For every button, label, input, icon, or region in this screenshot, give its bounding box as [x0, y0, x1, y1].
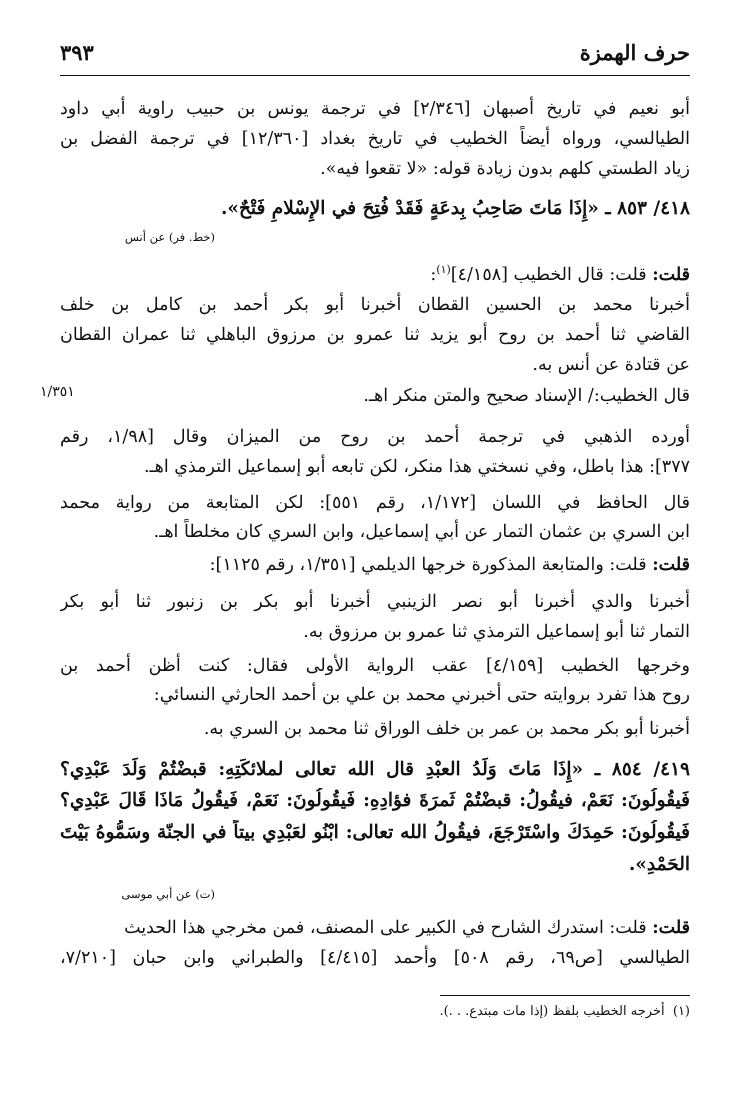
text-line: أبو نعيم في تاريخ أصبهان [٢/٣٤٦] في ترجمة يونس بن حبيب راوية أبي داود [60, 99, 690, 119]
text-line: ابن السري بن عثمان التمار عن أبي إسماعيل، وابن السري كان مخلطاً اهـ. [153, 522, 690, 542]
hadith-419-line: فَيقُولُونَ: حَمِدَكَ واسْتَرْجَعَ، فيقُولُ الله تعالى: ابْنُو لعَبْدِي بيتاً في الجنّة وسَمُّوهُ بَيْتَ [60, 822, 690, 843]
text-line: التمار ثنا أبو إسماعيل الترمذي ثنا عمرو بن مرزوق به. [303, 622, 690, 642]
hadith-419: ٤١٩/ ٨٥٤ ـ «إِذَا مَاتَ وَلَدُ العبْدِ قال الله تعالى لملائكَتِهِ: قبضْتُمْ وَلَدَ عَبْدِي؟ [60, 759, 690, 780]
text-line [60, 915, 690, 941]
text-span: قلت: استدرك الشارح في الكبير على المصنف، فمن مخرجي هذا الحديث [124, 918, 647, 938]
text-line: أخبرنا أبو بكر محمد بن عمر بن خلف الوراق ثنا محمد بن السري به. [203, 719, 690, 739]
text-line: وخرجها الخطيب [٤/١٥٩] عقب الرواية الأولى فقال: كنت أظن أحمد بن [60, 656, 690, 676]
hadith-419-line: فَيقُولُونَ: نَعَمْ، فيقُولُ: قبضْتُمْ ثَمرَةَ فؤادِهِ: فَيقُولُونَ: نَعَمْ، فَيقُولُ مَاذَا قَالَ عَبْدِي؟ [60, 790, 690, 811]
text-line [60, 257, 690, 288]
header-rule [60, 75, 690, 76]
text-line: روح هذا تفرد بروايته حتى أخبرني محمد بن علي بن أحمد الحارثي النسائي: [153, 685, 690, 705]
running-header [60, 40, 690, 70]
text-line: الطيالسي [ص٦٩، رقم ٥٠٨] وأحمد [٤/٤١٥] والطبراني وابن حبان [٧/٢١٠، [60, 948, 690, 968]
footnote-text: أخرجه الخطيب بلفظ (إذا مات مبتدع. . .). [439, 1004, 665, 1019]
qultu-label: قلت: [652, 555, 690, 575]
text-line: عن قتادة عن أنس به. [532, 355, 690, 375]
text-line: أخبرنا والدي أخبرنا أبو نصر الزينبي أخبرنا أبو بكر بن زنبور ثنا أبو بكر [60, 592, 690, 612]
chapter-title: حرف الهمزة [579, 40, 690, 65]
text-line: قال الخطيب:/ الإسناد صحيح والمتن منكر اهـ. [363, 386, 690, 406]
text-line: زياد الطستي كلهم بدون زيادة قوله: «لا تقعوا فيه». [320, 159, 690, 179]
text-line: قال الحافظ في اللسان [١/١٧٢، رقم ٥٥١]: لكن المتابعة من رواية محمد [60, 493, 690, 513]
text-line: أخبرنا محمد بن الحسين القطان أخبرنا أبو بكر أحمد بن كامل بن خلف [60, 295, 690, 315]
colon: : [430, 264, 437, 285]
text-line: أورده الذهبي في ترجمة أحمد بن روح من الميزان وقال [١/٩٨، رقم [60, 427, 690, 447]
qultu-label: قلت: [652, 918, 690, 938]
page-number: ٣٩٣ [60, 40, 94, 65]
hadith-418: ٤١٨/ ٨٥٣ ـ «إِذَا مَاتَ صَاحِبُ بِدعَةٍ فَقَدْ فُتِحَ في الإِسْلامِ فَتْحٌ». [220, 198, 690, 219]
hadith-419-line: الحَمْدِ». [628, 854, 690, 875]
text-span: قلت: قال الخطيب [٤/١٥٨] [450, 264, 647, 285]
source-note: (خط. فر) عن أنس [124, 230, 215, 244]
text-line: القاضي ثنا أحمد بن روح أبو يزيد ثنا عمرو بن مرزوق الباهلي ثنا عمران القطان [60, 325, 690, 345]
qultu-label: قلت: [652, 264, 690, 285]
text-line: ٣٧٧]: هذا باطل، وفي نسختي هذا منكر، لكن تابعه أبو إسماعيل الترمذي اهـ. [143, 457, 690, 477]
footnote [439, 1004, 690, 1019]
footnote-ref: (١) [436, 263, 451, 276]
source-note: (ت) عن أبي موسى [121, 887, 215, 901]
text-line [60, 552, 690, 578]
margin-reference: ١/٣٥١ [40, 384, 75, 400]
footnote-rule [440, 995, 690, 996]
footnote-marker: (١) [672, 1004, 690, 1019]
text-span: قلت: والمتابعة المذكورة خرجها الديلمي [١/٣٥١، رقم ١١٢٥]: [209, 555, 647, 575]
text-line: الطيالسي، ورواه أيضاً الخطيب في تاريخ بغداد [١٢/٣٦٠] في ترجمة الفضل بن [60, 129, 690, 149]
